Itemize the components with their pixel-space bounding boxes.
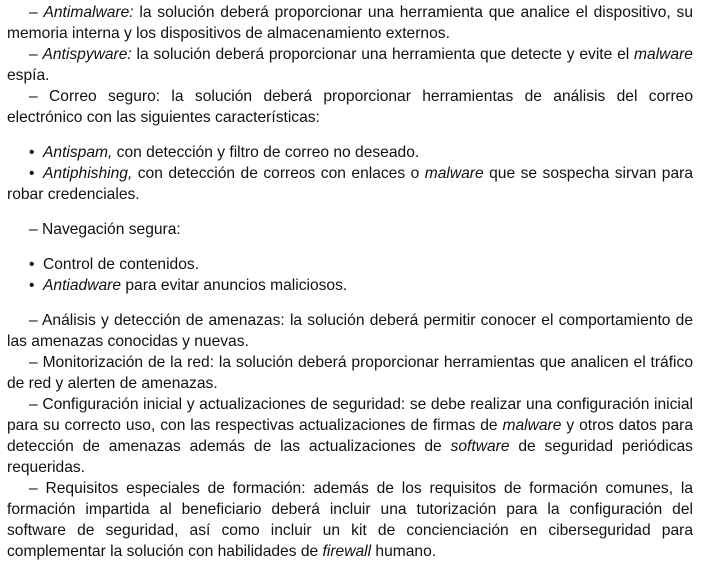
item-monitorizacion-red	[7, 352, 693, 394]
text-monitorizacion: Monitorización de la red: la solución deberá proporcionar herramientas que analicen el tráfico de red y alerten de amenazas.	[7, 354, 693, 392]
text-antispyware-b: espía.	[7, 67, 50, 84]
dash: –	[29, 480, 38, 497]
text-antispyware-a: la solución deberá proporcionar una herramienta que detecte y evite el	[131, 46, 635, 63]
italic-software: software	[450, 438, 510, 455]
item-analisis-amenazas	[7, 310, 693, 352]
text-control: Control de contenidos.	[43, 256, 200, 273]
dash: –	[29, 221, 38, 238]
italic-malware: malware	[424, 165, 484, 182]
bullet-antiadware	[7, 275, 693, 296]
text-configuracion-c: de seguridad periódicas requeridas.	[7, 438, 693, 476]
text-requisitos-a: Requisitos especiales de formación: además de los requisitos de formación comunes, la formación impartida al beneficiario deberá incluir una tutorización para la configuración del software de seguridad, así como incluir un kit de concienciación en ciberseguridad para complementar la solución con habilidades de	[7, 480, 693, 560]
italic-malware: malware	[502, 417, 562, 434]
text-navegacion: Navegación segura:	[42, 221, 181, 238]
dash: –	[29, 4, 38, 21]
bullet-dot: •	[29, 277, 35, 294]
document-body	[7, 2, 693, 562]
bullet-dot: •	[29, 165, 35, 182]
dash: –	[29, 354, 38, 371]
term-antispam: Antispam,	[43, 144, 113, 161]
bullet-dot: •	[29, 256, 35, 273]
italic-malware: malware	[634, 46, 693, 63]
item-antispyware	[7, 44, 693, 86]
item-configuracion-inicial	[7, 394, 693, 478]
text-antimalware: la solución deberá proporcionar una herramienta que analice el dispositivo, su memoria interna y los dispositivos de almacenamiento externos.	[7, 4, 693, 42]
italic-firewall: firewall	[322, 543, 372, 560]
bullet-control-contenidos	[7, 254, 693, 275]
dash: –	[29, 396, 38, 413]
text-configuracion-b: y otros datos para detección de amenazas además de las actualizaciones de	[7, 417, 694, 455]
item-antimalware	[7, 2, 693, 44]
bullet-antispam	[7, 142, 693, 163]
item-requisitos-formacion	[7, 478, 693, 562]
term-antimalware: Antimalware:	[43, 4, 134, 21]
item-correo-seguro	[7, 86, 693, 128]
text-antiphishing-a: con detección de correos con enlaces o	[132, 165, 425, 182]
bullet-antiphishing	[7, 163, 693, 205]
dash: –	[29, 46, 38, 63]
item-navegacion-segura	[7, 219, 693, 240]
text-antispam: con detección y filtro de correo no deseado.	[112, 144, 420, 161]
text-antiadware: para evitar anuncios maliciosos.	[121, 277, 348, 294]
navegacion-bullet-list	[7, 254, 693, 296]
term-antiadware: Antiadware	[43, 277, 122, 294]
text-analisis: Análisis y detección de amenazas: la solución deberá permitir conocer el comportamiento de las amenazas conocidas y nuevas.	[7, 312, 693, 350]
bullet-dot: •	[29, 144, 35, 161]
text-correo: Correo seguro: la solución deberá proporcionar herramientas de análisis del correo electrónico con las siguientes características:	[7, 88, 693, 126]
term-antiphishing: Antiphishing,	[43, 165, 133, 182]
correo-bullet-list	[7, 142, 693, 205]
text-antiphishing-b: que se sospecha sirvan para robar credenciales.	[7, 165, 693, 203]
dash: –	[29, 312, 38, 329]
text-configuracion-a: Configuración inicial y actualizaciones de seguridad: se debe realizar una configuración inicial para su correcto uso, con las respectivas actualizaciones de firmas de	[7, 396, 693, 434]
term-antispyware: Antispyware:	[42, 46, 132, 63]
text-requisitos-b: humano.	[371, 543, 437, 560]
dash: –	[29, 88, 38, 105]
